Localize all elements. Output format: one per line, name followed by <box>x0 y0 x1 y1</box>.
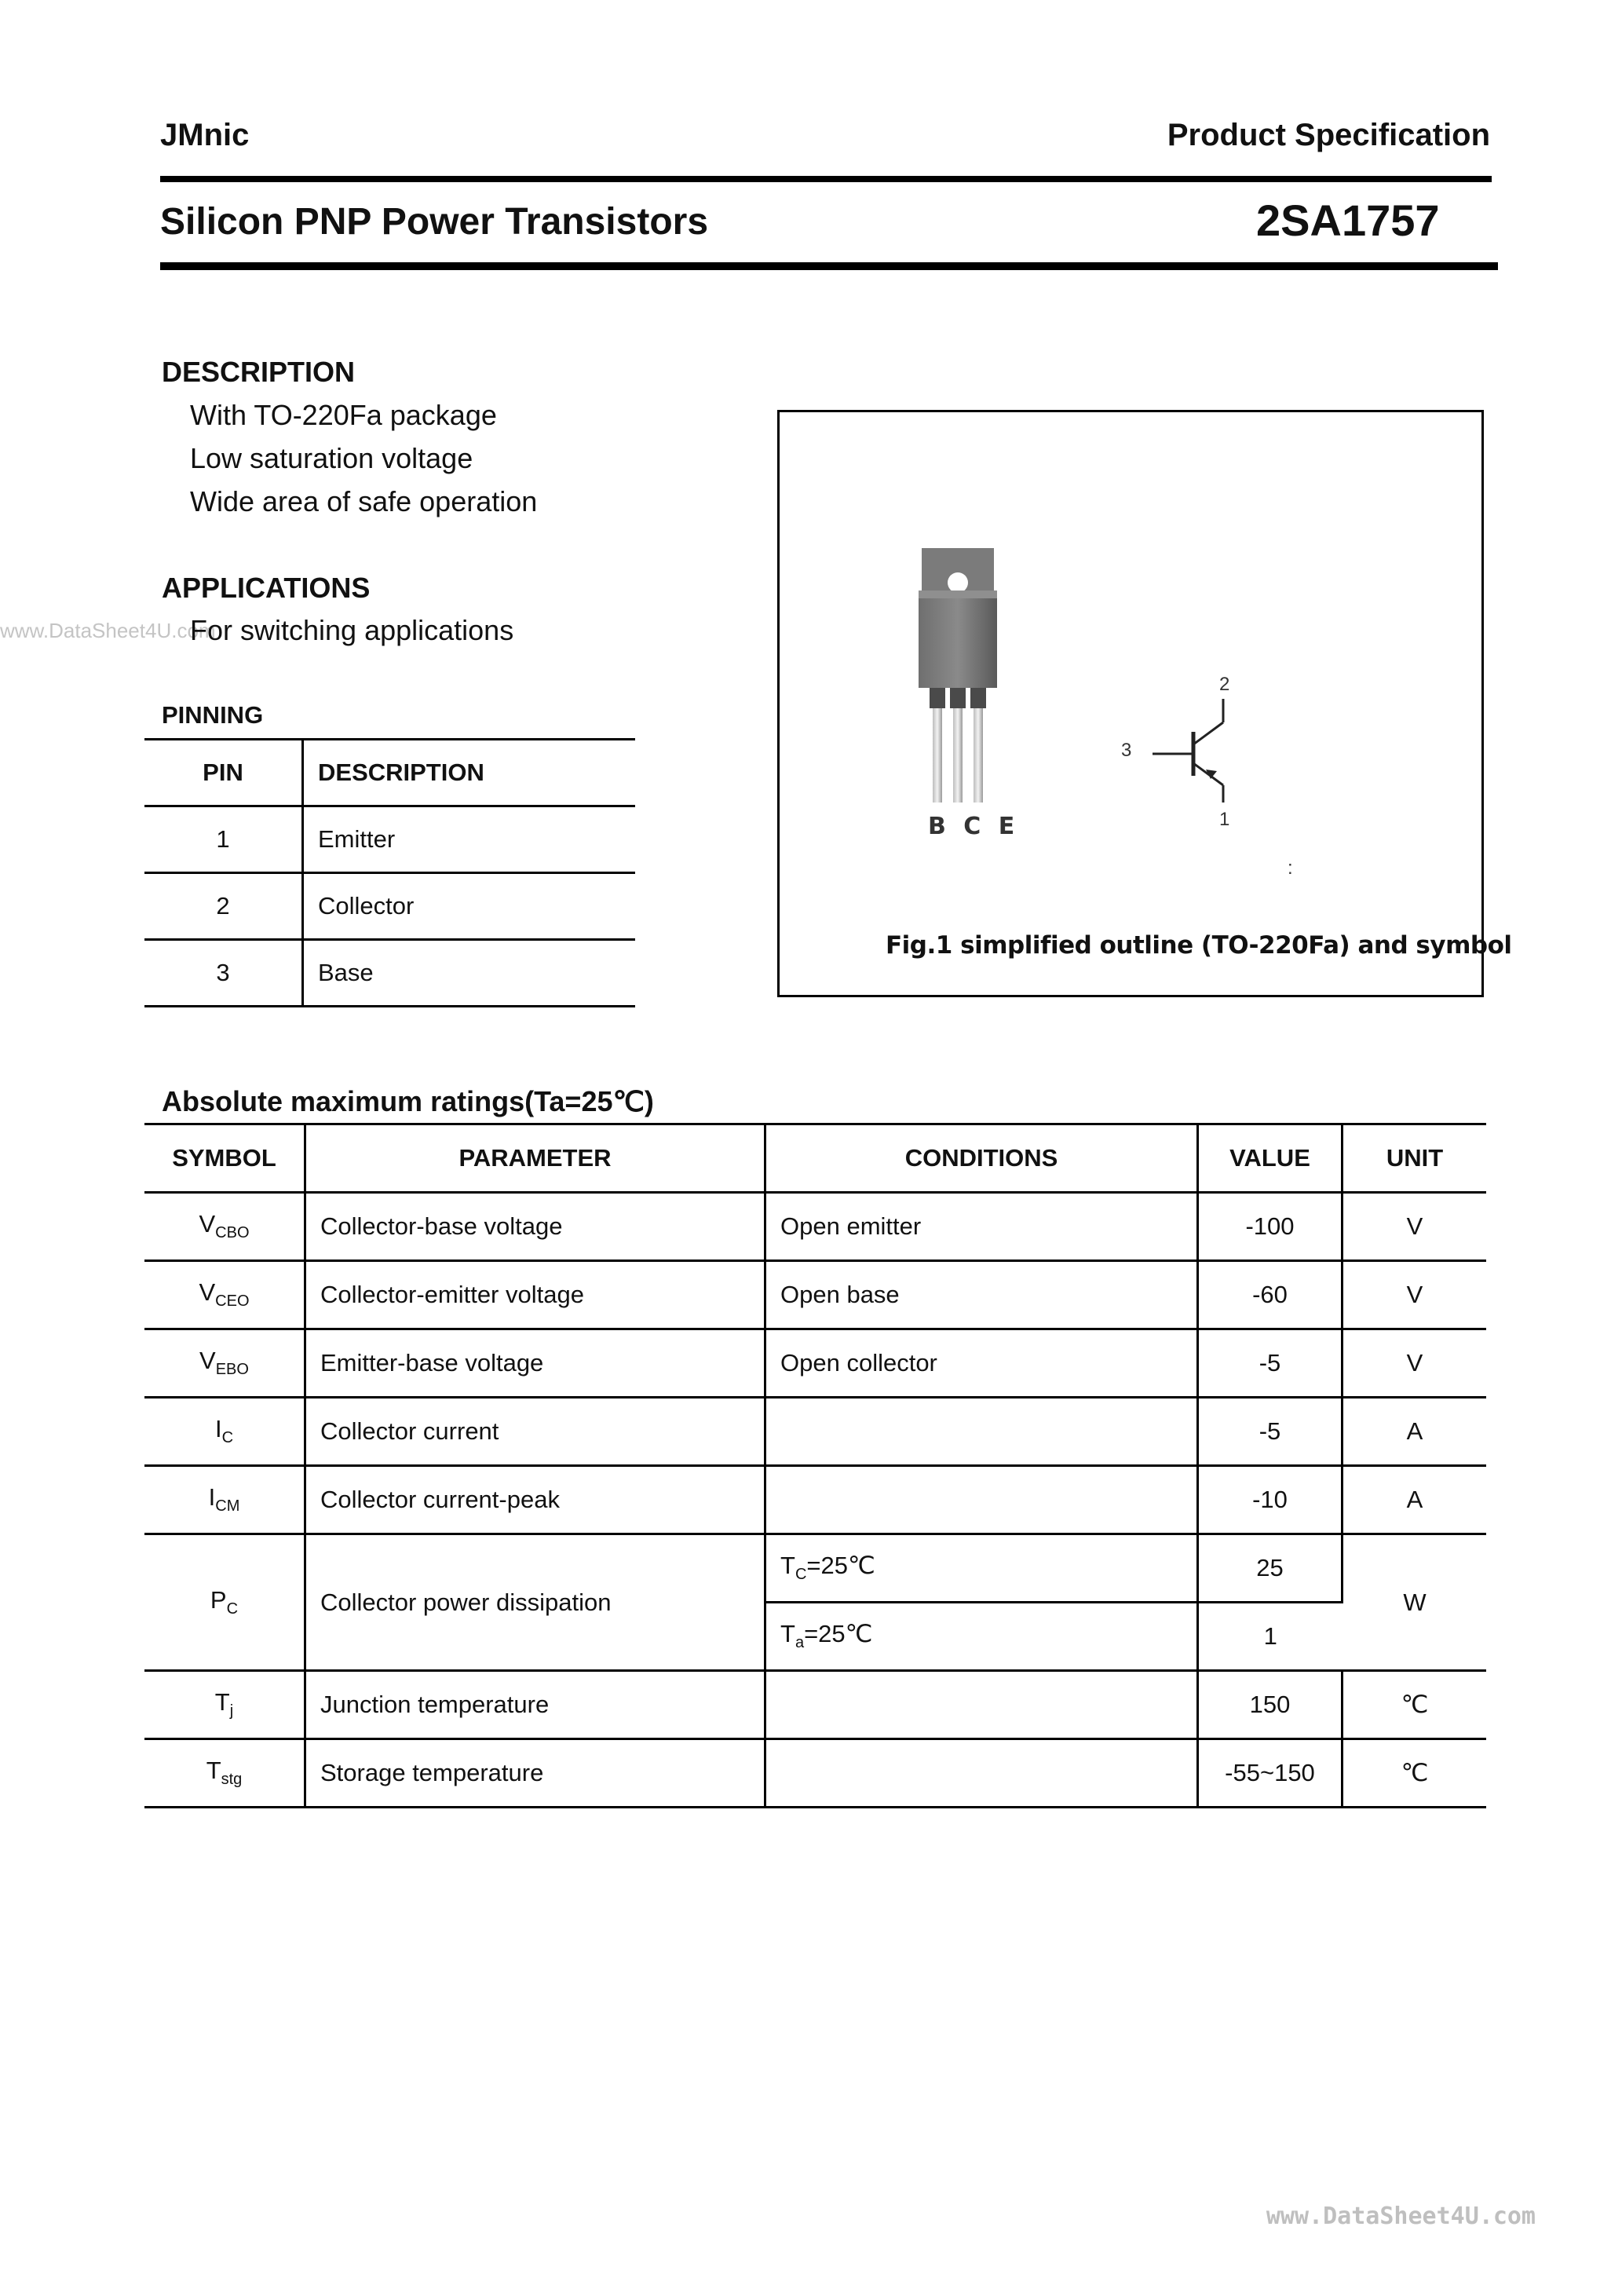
column-header: PIN <box>144 740 303 806</box>
ratings-table <box>144 1123 1486 1808</box>
brand-name: JMnic <box>160 118 250 152</box>
pnp-symbol-icon <box>1146 691 1256 809</box>
applications-heading: APPLICATIONS <box>162 572 371 604</box>
table-row <box>144 1398 1486 1466</box>
package-illustration <box>903 542 1013 824</box>
watermark-bottom: www.DataSheet4U.com <box>1266 2203 1536 2230</box>
lead-labels: B C E <box>928 813 1020 840</box>
pin-description: Collector <box>318 892 415 919</box>
value-cell: 25 <box>1198 1534 1343 1603</box>
symbol-pin-emitter: 1 <box>1219 809 1230 830</box>
header-bottom-rule <box>160 262 1498 270</box>
lead-emitter <box>974 708 983 803</box>
table-header-row <box>144 1124 1486 1193</box>
applications-line: For switching applications <box>190 614 514 646</box>
description-heading: DESCRIPTION <box>162 356 356 388</box>
table-row <box>144 1671 1486 1739</box>
pinning-table <box>144 738 635 1007</box>
table-row <box>144 806 635 873</box>
unit-cell: W <box>1403 1588 1427 1616</box>
unit-cell: V <box>1406 1349 1423 1377</box>
table-row <box>144 1261 1486 1329</box>
watermark-left: www.DataSheet4U.com <box>0 619 216 642</box>
value-cell: -100 <box>1198 1193 1343 1261</box>
parameter-cell: Collector-base voltage <box>305 1193 765 1261</box>
table-row <box>144 1329 1486 1398</box>
conditions-cell <box>765 1671 1198 1739</box>
lead-collector <box>953 708 963 803</box>
table-row <box>144 1193 1486 1261</box>
unit-cell: V <box>1406 1281 1423 1308</box>
column-header: PARAMETER <box>305 1124 765 1193</box>
conditions-cell: Open emitter <box>765 1193 1198 1261</box>
table-row <box>144 1739 1486 1808</box>
value-cell: -10 <box>1198 1466 1343 1534</box>
parameter-cell: Storage temperature <box>305 1739 765 1808</box>
column-header: CONDITIONS <box>765 1124 1198 1193</box>
parameter-cell: Collector current-peak <box>305 1466 765 1534</box>
pinning-heading: PINNING <box>162 701 264 729</box>
unit-cell: ℃ <box>1401 1759 1429 1786</box>
symbol-cell: $V_{CEO}$ <box>144 1261 305 1329</box>
column-header: VALUE <box>1198 1124 1343 1193</box>
pin-number: 1 <box>144 806 303 873</box>
table-header-row <box>144 740 635 806</box>
value-cell: -5 <box>1198 1398 1343 1466</box>
pin-number: 2 <box>144 873 303 940</box>
symbol-cell: $T_{stg}$ <box>144 1739 305 1808</box>
value-cell: 1 <box>1263 1622 1277 1650</box>
unit-cell: V <box>1406 1212 1423 1240</box>
parameter-cell: Collector current <box>305 1398 765 1466</box>
part-number: 2SA1757 <box>1256 196 1440 245</box>
symbol-cell: $I_C$ <box>144 1398 305 1466</box>
unit-cell: ℃ <box>1401 1691 1429 1718</box>
lead-base <box>933 708 942 803</box>
document-title: Silicon PNP Power Transistors <box>160 201 709 243</box>
conditions-cell <box>765 1398 1198 1466</box>
parameter-cell: Collector power dissipation <box>305 1534 765 1671</box>
column-header: SYMBOL <box>144 1124 305 1193</box>
package-body <box>919 590 997 688</box>
pin-description: Base <box>318 959 374 986</box>
symbol-cell: $V_{CBO}$ <box>144 1193 305 1261</box>
figure-box <box>777 410 1484 997</box>
value-cell: 150 <box>1198 1671 1343 1739</box>
column-header: DESCRIPTION <box>318 759 484 786</box>
symbol-cell: $V_{EBO}$ <box>144 1329 305 1398</box>
figure-caption: Fig.1 simplified outline (TO-220Fa) and symbol <box>886 931 1512 960</box>
symbol-cell: $T_j$ <box>144 1671 305 1739</box>
symbol-cell: $P_C$ <box>144 1534 305 1671</box>
symbol-pin-base: 3 <box>1121 740 1132 761</box>
pin-number: 3 <box>144 940 303 1007</box>
conditions-cell <box>765 1466 1198 1534</box>
description-line: Wide area of safe operation <box>190 485 538 517</box>
document-type: Product Specification <box>1167 118 1490 152</box>
parameter-cell: Emitter-base voltage <box>305 1329 765 1398</box>
conditions-cell: $T_a=25℃$ <box>765 1603 1198 1671</box>
value-cell: -60 <box>1198 1261 1343 1329</box>
table-row <box>144 1534 1486 1603</box>
stray-mark: : <box>1288 857 1293 879</box>
unit-cell: A <box>1406 1417 1423 1445</box>
table-row <box>144 1466 1486 1534</box>
table-row <box>144 873 635 940</box>
conditions-cell <box>765 1739 1198 1808</box>
value-cell: -55~150 <box>1198 1739 1343 1808</box>
conditions-cell: Open base <box>765 1261 1198 1329</box>
symbol-pin-collector: 2 <box>1219 674 1230 695</box>
description-line: With TO-220Fa package <box>190 399 497 431</box>
ratings-heading: Absolute maximum ratings(Ta=25℃) <box>162 1085 654 1117</box>
mounting-hole <box>948 572 968 593</box>
conditions-cell: $T_C=25℃$ <box>765 1534 1198 1603</box>
column-header: UNIT <box>1386 1144 1444 1172</box>
parameter-cell: Junction temperature <box>305 1671 765 1739</box>
header-top-rule <box>160 176 1492 182</box>
value-cell: -5 <box>1198 1329 1343 1398</box>
unit-cell: A <box>1406 1486 1423 1513</box>
description-line: Low saturation voltage <box>190 442 473 474</box>
pin-description: Emitter <box>318 825 396 853</box>
parameter-cell: Collector-emitter voltage <box>305 1261 765 1329</box>
table-row <box>144 940 635 1007</box>
conditions-cell: Open collector <box>765 1329 1198 1398</box>
symbol-cell: $I_{CM}$ <box>144 1466 305 1534</box>
